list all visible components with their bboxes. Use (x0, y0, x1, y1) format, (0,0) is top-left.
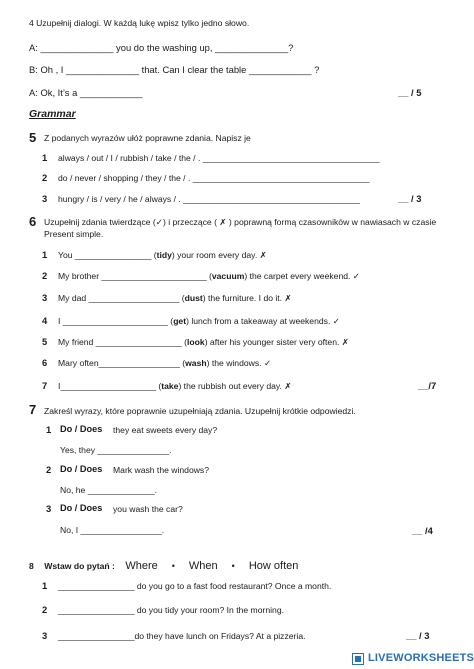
bullet-icon: • (171, 561, 175, 571)
liveworksheets-watermark (324, 649, 474, 669)
task6-item-pre: My friend __________________ ( (58, 337, 188, 347)
task6-item-mark: ✗ (284, 293, 292, 303)
task6-item (58, 293, 292, 304)
task7-item-answer: No, I _________________. (60, 525, 165, 535)
task5-item-text: do / never / shopping / they / the / . _____________________________________ (58, 173, 370, 183)
task6-item-verb: tidy (156, 250, 172, 260)
task6-item-number: 4 (42, 315, 48, 326)
task5-item-text: always / out / I / rubbish / take / the / . _____________________________________ (58, 153, 380, 163)
task6-item-number: 7 (42, 380, 48, 391)
task7-item-answer: Yes, they _______________. (60, 445, 172, 455)
task8-item-number: 3 (42, 630, 48, 641)
task6-item-verb: wash (185, 358, 207, 368)
task7-item-choice[interactable]: Do / Does (60, 503, 103, 513)
task4-line3: A: Ok, It’s a ____________ (29, 87, 143, 98)
task5-instruction: Z podanych wyrazów ułóż poprawne zdania. Napisz je (44, 133, 251, 143)
task6-item-verb: dust (184, 293, 203, 303)
task7-instruction: Zakreśl wyrazy, które poprawnie uzupełniają zdania. Uzupełnij krótkie odpowiedzi. (44, 406, 356, 416)
task6-item-post: ) the carpet every weekend. (244, 271, 351, 281)
task8-header (29, 556, 298, 574)
task6-item-post: ) the furniture. I do it. (202, 293, 283, 303)
task8-item-text: ________________ do you go to a fast food restaurant? Once a month. (58, 581, 332, 591)
task6-item-pre: My dad ___________________ ( (58, 293, 185, 303)
task8-instruction: Wstaw do pytań : (44, 561, 115, 571)
task6-item-mark: ✗ (259, 250, 267, 260)
task7-item-choice[interactable]: Do / Does (60, 424, 103, 434)
liveworksheets-brand: LIVEWORKSHEETS (368, 652, 474, 664)
task6-item-verb: look (187, 337, 205, 347)
task6-item-mark: ✓ (263, 358, 272, 368)
task6-item-number: 6 (42, 357, 48, 368)
task6-item (58, 337, 349, 348)
task6-item-pre: I____________________ ( (58, 381, 162, 391)
task8-item-text: ________________do they have lunch on Fridays? At a pizzeria. (58, 631, 306, 641)
task6-score: __/7 (418, 380, 437, 391)
task7-item-answer: No, he ______________. (60, 485, 158, 495)
task4-line1: A: ______________ you do the washing up, ______________? (29, 42, 294, 53)
task4-line2: B: Oh , I ______________ that. Can I clear the table ____________ ? (29, 64, 320, 75)
task6-item-verb: get (173, 316, 187, 326)
task6-item-number: 1 (42, 249, 48, 260)
task6-item-mark: ✓ (352, 271, 360, 281)
task7-item-question: you wash the car? (113, 504, 183, 514)
task8-word-how-often: How often (248, 560, 299, 572)
task6-instruction-line1: Uzupełnij zdania twierdzące (✓) i przeczące ( ✗ ) poprawną formą czasowników w nawiasach w czasie (44, 217, 437, 227)
task4-score: __ / 5 (398, 87, 422, 98)
bullet-icon: • (231, 561, 235, 571)
task7-item-number: 1 (46, 424, 52, 435)
task7-number: 7 (29, 402, 37, 417)
task6-number: 6 (29, 214, 37, 229)
task6-item (58, 271, 360, 282)
task8-item-number: 1 (42, 580, 48, 591)
task5-number: 5 (29, 130, 37, 145)
task8-word-where: Where (125, 560, 158, 572)
task8-score: __ / 3 (406, 630, 430, 641)
task6-item-mark: ✗ (341, 337, 349, 347)
task8-word-when: When (188, 560, 218, 572)
liveworksheets-logo-icon (352, 653, 364, 665)
task5-score: __ / 3 (398, 193, 422, 204)
task7-item-number: 2 (46, 464, 52, 475)
task8-item-text: ________________ do you tidy your room? In the morning. (58, 605, 284, 615)
task7-item-question: they eat sweets every day? (113, 425, 218, 435)
task6-item (58, 250, 267, 261)
task6-instruction-line2: Present simple. (44, 229, 104, 239)
task8-item-number: 2 (42, 604, 48, 615)
task6-item-verb: vacuum (211, 271, 245, 281)
task6-item-number: 2 (42, 270, 48, 281)
task7-item-choice[interactable]: Do / Does (60, 464, 103, 474)
task6-item-number: 5 (42, 336, 48, 347)
task6-item-post: ) the rubbish out every day. (178, 381, 282, 391)
task5-item-text: hungry / is / very / he / always / . _____________________________________ (58, 194, 360, 204)
task5-item-number: 2 (42, 172, 48, 183)
task6-item-pre: My brother ______________________ ( (58, 271, 212, 281)
task4-instruction: 4 Uzupełnij dialogi. W każdą lukę wpisz tylko jedno słowo. (29, 18, 250, 28)
task6-item (58, 316, 340, 327)
task6-item-post: ) lunch from a takeaway at weekends. (186, 316, 331, 326)
task6-item-mark: ✓ (332, 316, 340, 326)
task6-item-mark: ✗ (284, 381, 292, 391)
task6-item-post: ) the windows. (206, 358, 262, 368)
task6-item-pre: Mary often_________________ ( (58, 358, 186, 368)
task6-item-pre: You ________________ ( (58, 250, 157, 260)
task6-item-number: 3 (42, 292, 48, 303)
task6-item-pre: I ______________________ ( (58, 316, 174, 326)
task6-item-post: ) after his younger sister very often. (204, 337, 340, 347)
task7-score: __ /4 (412, 525, 433, 536)
task6-item-verb: take (161, 381, 179, 391)
task5-item-number: 3 (42, 193, 48, 204)
task5-item-number: 1 (42, 152, 48, 163)
task7-item-question: Mark wash the windows? (113, 465, 210, 475)
task6-item-post: ) your room every day. (171, 250, 258, 260)
task8-number: 8 (29, 561, 34, 571)
task7-item-number: 3 (46, 503, 52, 514)
task6-item (58, 381, 292, 392)
task6-item (58, 358, 271, 369)
grammar-title: Grammar (29, 108, 76, 120)
